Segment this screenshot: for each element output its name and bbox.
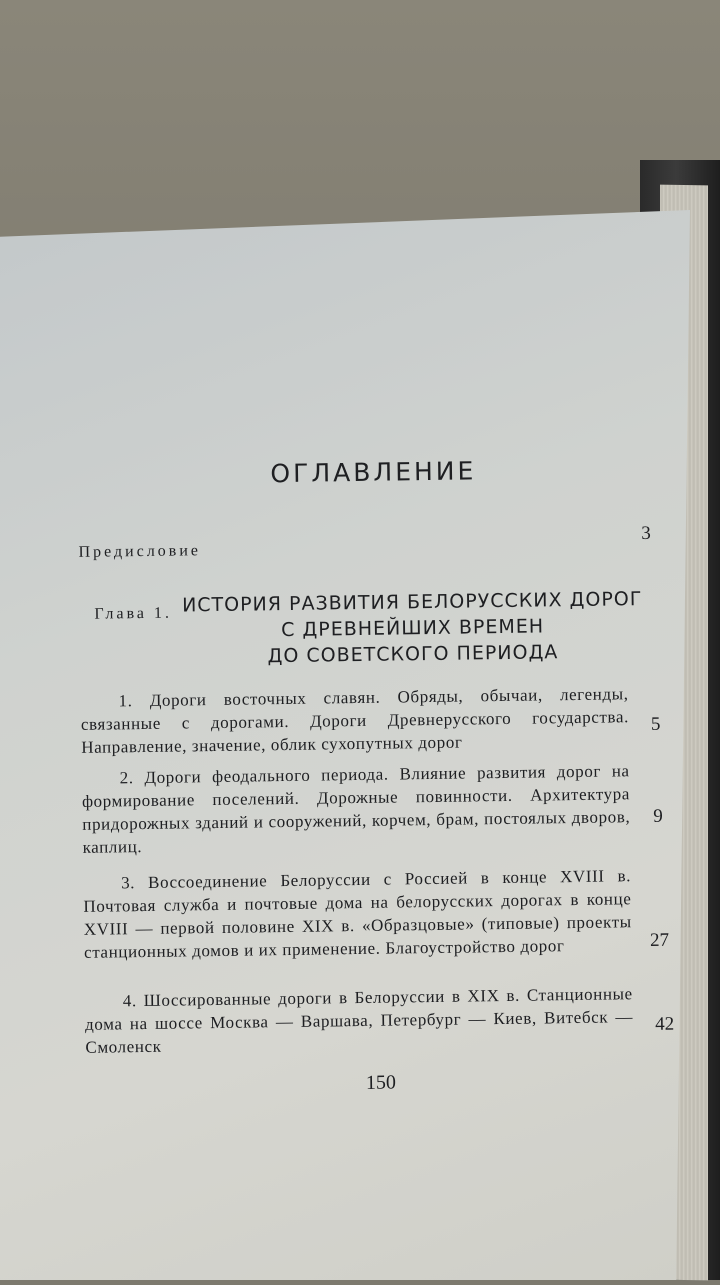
toc-title: ОГЛАВЛЕНИЕ: [270, 456, 477, 489]
toc-entry-page-number: 5: [650, 713, 661, 735]
toc-entry-text: 1. Дороги восточных славян. Обряды, обычаи, легенды, связанные с дорогами. Дороги Древнерусского государства. Направление, значение, облик сухопутных дорог: [80, 684, 629, 757]
preface-page-number: 3: [641, 522, 651, 545]
chapter-title-line: С ДРЕВНЕЙШИХ ВРЕМЕН: [280, 615, 545, 642]
toc-entry-text: 4. Шоссированные дороги в Белоруссии в XIX в. Станционные дома на шоссе Москва — Варшава, Петербург — Киев, Витебск — Смоленск: [84, 984, 634, 1057]
toc-entry-page-number: 27: [649, 929, 670, 951]
toc-entry-page-number: 42: [655, 1013, 675, 1035]
toc-entry-text: 3. Воссоединение Белоруссии с Россией в конце XVIII в. Почтовая служба и почтовые дома на белорусских дорогах в конце XVIII — первой половине XIX в. «Образцовые» (типовые) проекты станционных домов и их применение. Благоустройство дорог: [83, 866, 632, 962]
chapter-label: Глава 1.: [94, 604, 173, 623]
toc-entry-text: 2. Дороги феодального периода. Влияние развития дорог на формирование поселений. Дорожные повинности. Архитектура придорожных зданий и сооружений, корчем, брам, постоялых дворов, каплиц.: [81, 761, 631, 857]
preface-label: Предисловие: [78, 542, 202, 561]
toc-entry-page-number: 9: [653, 805, 663, 827]
toc-entry: [80, 682, 629, 759]
toc-entry: [85, 982, 634, 1059]
chapter-title-line: ДО СОВЕТСКОГО ПЕРИОДА: [267, 641, 559, 668]
toc-entry: [82, 759, 631, 859]
chapter-title: [172, 586, 653, 671]
page-folio: 150: [365, 1071, 397, 1094]
toc-entry: [83, 864, 632, 964]
chapter-title-line: ИСТОРИЯ РАЗВИТИЯ БЕЛОРУССКИХ ДОРОГ: [181, 588, 643, 617]
